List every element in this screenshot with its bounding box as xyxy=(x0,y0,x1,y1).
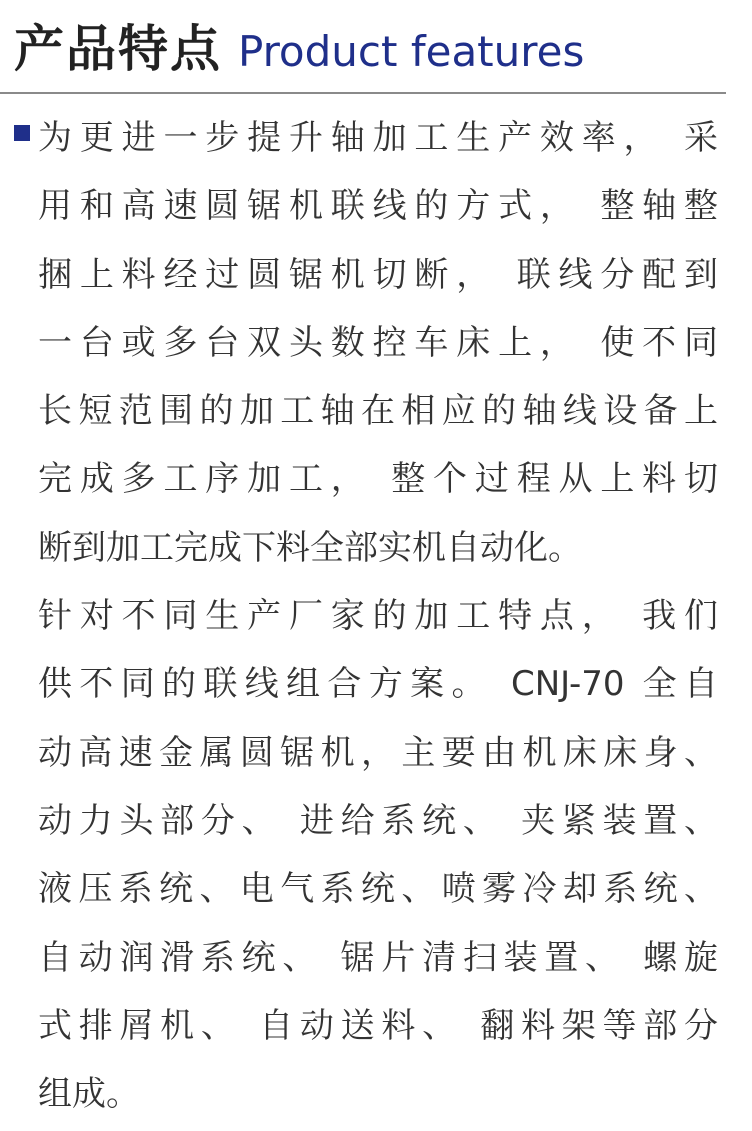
paragraph-line: 为更进一步提升轴加工生产效率， 采 xyxy=(38,118,718,158)
paragraph-line: 组成。 xyxy=(38,1074,140,1115)
features-paragraph xyxy=(38,104,718,1128)
square-bullet-icon xyxy=(14,125,30,141)
paragraph-line: 针对不同生产厂家的加工特点， 我们 xyxy=(38,596,718,637)
paragraph-line: 捆上料经过圆锯机切断， 联线分配到 xyxy=(38,254,718,295)
paragraph-line: 式排屑机、 自动送料、 翻料架等部分 xyxy=(38,1005,718,1046)
paragraph-line: 完成多工序加工， 整个过程从上料切 xyxy=(38,459,718,500)
section-title-chinese: 产品特点 xyxy=(14,20,222,78)
paragraph-line: 一台或多台双头数控车床上， 使不同 xyxy=(38,322,718,363)
paragraph-line: 液压系统、电气系统、喷雾冷却系统、 xyxy=(38,869,718,910)
paragraph-line: 长短范围的加工轴在相应的轴线设备上 xyxy=(38,391,718,432)
paragraph-line: 用和高速圆锯机联线的方式， 整轴整 xyxy=(38,186,718,227)
paragraph-line: 断到加工完成下料全部实机自动化。 xyxy=(38,527,582,568)
paragraph-line: 动力头部分、 进给系统、 夹紧装置、 xyxy=(38,800,718,841)
section-title-english: Product features xyxy=(238,27,585,76)
paragraph-line: 动高速金属圆锯机，主要由机床床身、 xyxy=(38,732,718,773)
paragraph-line: 供不同的联线组合方案。 CNJ-70 全自 xyxy=(38,664,718,705)
header-divider xyxy=(0,92,726,94)
section-header xyxy=(14,14,584,84)
paragraph-line: 自动润滑系统、 锯片清扫装置、 螺旋 xyxy=(38,937,718,978)
